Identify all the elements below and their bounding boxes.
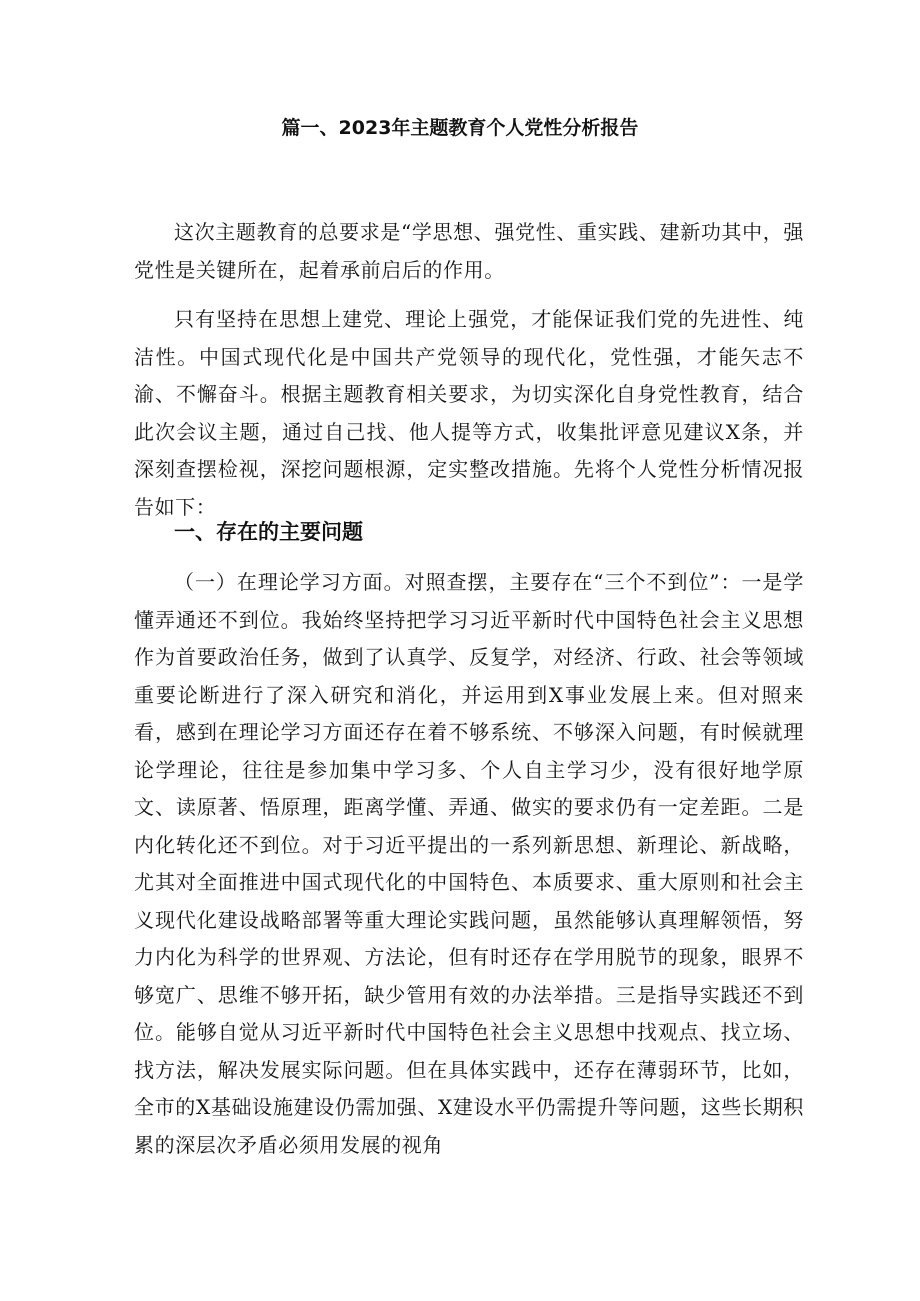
section-body-paragraph: （一）在理论学习方面。对照查摆，主要存在“三个不到位”：一是学懂弄通还不到位。我始终坚持把学习习近平新时代中国特色社会主义思想作为首要政治任务，做到了认真学、反复学，对经济、行政、社会等领域重要论断进行了深入研究和消化，并运用到X事业发展上来。但对照来看，感到在理论学习方面还存在着不够系统、不够深入问题，有时候就理论学理论，往往是参加集中学习多、个人自主学习少，没有很好地学原文、读原著、悟原理，距离学懂、弄通、做实的要求仍有一定差距。二是内化转化还不到位。对于习近平提出的一系列新思想、新理论、新战略，尤其对全面推进中国式现代化的中国特色、本质要求、重大原则和社会主义现代化建设战略部署等重大理论实践问题，虽然能够认真理解领悟，努力内化为科学的世界观、方法论，但有时还存在学用脱节的现象，眼界不够宽广、思维不够开拓，缺少管用有效的办法举措。三是指导实践还不到位。能够自觉从习近平新时代中国特色社会主义思想中找观点、找立场、找方法，解决发展实际问题。但在具体实践中，还存在薄弱环节，比如，全市的X基础设施建设仍需加强、X建设水平仍需提升等问题，这些长期积累的深层次矛盾必须用发展的视角	[134, 570, 804, 1157]
section-heading: 一、存在的主要问题	[174, 520, 363, 544]
intro-paragraph-2: 只有坚持在思想上建党、理论上强党，才能保证我们党的先进性、纯洁性。中国式现代化是中国共产党领导的现代化，党性强，才能矢志不渝、不懈奋斗。根据主题教育相关要求，为切实深化自身党性教育，结合此次会议主题，通过自己找、他人提等方式，收集批评意见建议X条，并深刻查摆检视，深挖问题根源，定实整改措施。先将个人党性分析情况报告如下：	[134, 307, 804, 519]
intro-paragraph-1: 这次主题教育的总要求是“学思想、强党性、重实践、建新功其中，强党性是关键所在，起着承前启后的作用。	[134, 220, 804, 282]
document-title: 篇一、2023年主题教育个人党性分析报告	[281, 117, 639, 139]
